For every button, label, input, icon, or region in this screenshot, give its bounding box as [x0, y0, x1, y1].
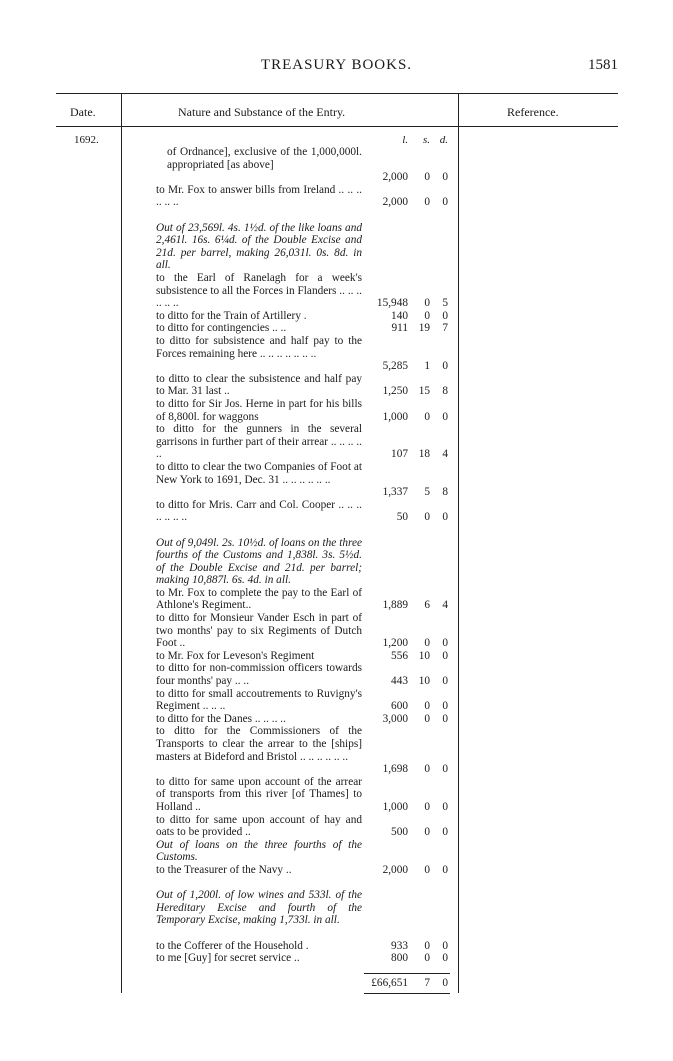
- entry-row: [0, 373, 673, 398]
- shillings-value: 6: [424, 599, 430, 612]
- entry-text: to Mr. Fox to complete the pay to the Earl of Athlone's Regiment..: [156, 586, 362, 612]
- entry-year: 1692.: [74, 134, 99, 146]
- pence-value: 0: [442, 171, 448, 184]
- total-row: [0, 977, 673, 990]
- entry-text: to ditto to clear the subsistence and half pay to Mar. 31 last ..: [156, 372, 362, 398]
- total-top-rule: [364, 973, 450, 974]
- shillings-value: 0: [424, 864, 430, 876]
- entry-text: to ditto for the Danes .. .. .. ..: [156, 712, 286, 725]
- shillings-value: 1: [424, 360, 430, 373]
- pounds-value: 15,948: [376, 297, 408, 310]
- entry-row: [0, 612, 673, 650]
- shillings-value: 0: [424, 826, 430, 839]
- entry-row: [0, 587, 673, 612]
- pounds-value: £66,651: [371, 977, 408, 990]
- fund-heading-row: [0, 537, 673, 587]
- entry-row: [0, 272, 673, 310]
- entry-text: to ditto for Monsieur Vander Esch in part of two months' pay to six Regiments of Dutch Foot ..: [156, 612, 362, 650]
- entry-row: [0, 952, 673, 965]
- entry-row: [0, 864, 673, 877]
- entry-list: [0, 146, 673, 990]
- pounds-value: 443: [391, 675, 408, 688]
- date-column-header: Date.: [70, 105, 96, 119]
- table-header-rule: [56, 126, 618, 127]
- shillings-value: 19: [418, 322, 430, 335]
- running-title: TREASURY BOOKS.: [260, 57, 413, 73]
- entry-text: to ditto to clear the two Companies of Foot at New York to 1691, Dec. 31 .. .. .. .. .. ..: [156, 460, 362, 486]
- entry-text: to the Treasurer of the Navy ..: [156, 864, 292, 876]
- total-bottom-rule: [364, 993, 450, 994]
- pounds-value: 1,337: [382, 486, 408, 499]
- pence-value: 0: [442, 801, 448, 814]
- fund-heading-text: Out of loans on the three fourths of the Customs.: [156, 838, 362, 864]
- entry-row: [0, 814, 673, 839]
- shillings-value: 15: [418, 385, 430, 398]
- pounds-value: 2,000: [382, 171, 408, 184]
- entry-row: [0, 398, 673, 423]
- entry-row: [0, 965, 673, 978]
- pence-value: 0: [442, 712, 448, 725]
- shillings-value: 0: [424, 939, 430, 952]
- shillings-value: 7: [424, 977, 430, 990]
- entry-row: [0, 940, 673, 953]
- pounds-value: 1,200: [382, 637, 408, 650]
- entry-text: to ditto for the Commissioners of the Transports to clear the arrear to the [ships] masters at Bideford and Bristol .. .. .. .. .. ..: [156, 725, 362, 763]
- pence-value: 0: [442, 763, 448, 776]
- fund-heading-text: Out of 1,200l. of low wines and 533l. of the Hereditary Excise and fourth of the Temporary Excise, making 1,733l. in all.: [156, 889, 362, 927]
- shillings-value: 0: [424, 952, 430, 965]
- entry-row: [0, 524, 673, 537]
- entry-text: to ditto for small accoutrements to Ruvigny's Regiment .. .. ..: [156, 687, 362, 713]
- pence-value: 0: [442, 309, 448, 322]
- shillings-value: 0: [424, 700, 430, 713]
- pence-header: d.: [439, 134, 448, 146]
- entry-text: to ditto for the Train of Artillery .: [156, 309, 307, 322]
- entry-row: [0, 335, 673, 373]
- entry-text: to the Earl of Ranelagh for a week's subsistence to all the Forces in Flanders .. .. .. .. .. ..: [156, 271, 362, 310]
- pounds-value: 5,285: [382, 360, 408, 373]
- entry-row: [0, 499, 673, 524]
- entry-row: [0, 662, 673, 687]
- shillings-value: 10: [418, 649, 430, 662]
- fund-heading-text: Out of 9,049l. 2s. 10½d. of loans on the three fourths of the Customs and 1,838l. 3s. 5½d. of the Double Excise and 21d. per barrel; making 10,887l. 6s. 4d. in all.: [156, 536, 362, 587]
- entry-row: [0, 209, 673, 222]
- entry-row: [0, 423, 673, 461]
- shillings-value: 0: [424, 637, 430, 650]
- pounds-value: 140: [391, 309, 408, 322]
- pounds-value: 1,698: [382, 763, 408, 776]
- entry-text: to ditto for the gunners in the several garrisons in further part of their arrear .. .. .. .. ..: [156, 423, 362, 461]
- entry-text: to ditto for subsistence and half pay to the Forces remaining here .. .. .. .. .. .. ..: [156, 334, 362, 360]
- entry-text: of Ordnance], exclusive of the 1,000,000l. appropriated [as above]: [167, 146, 362, 171]
- pence-value: 4: [442, 448, 448, 461]
- pounds-value: 107: [391, 448, 408, 461]
- shillings-value: 0: [424, 712, 430, 725]
- entry-row: [0, 688, 673, 713]
- pounds-value: 3,000: [382, 712, 408, 725]
- page-number: 1581: [588, 57, 618, 73]
- pounds-value: 2,000: [382, 196, 408, 209]
- entry-text: to me [Guy] for secret service ..: [156, 952, 300, 965]
- pence-value: 0: [442, 675, 448, 688]
- shillings-value: 0: [424, 801, 430, 814]
- entry-row: [0, 310, 673, 323]
- shillings-value: 10: [418, 675, 430, 688]
- pounds-value: 800: [391, 952, 408, 965]
- pounds-value: 50: [396, 511, 408, 524]
- shillings-value: 0: [424, 309, 430, 322]
- pence-value: 0: [442, 826, 448, 839]
- pence-value: 0: [442, 410, 448, 423]
- pounds-value: 933: [391, 939, 408, 952]
- pounds-value: 600: [391, 700, 408, 713]
- pence-value: 0: [442, 952, 448, 965]
- pence-value: 0: [442, 700, 448, 713]
- entry-row: [0, 146, 673, 184]
- entry-text: to ditto for non-commission officers towards four months' pay .. ..: [156, 662, 362, 688]
- shillings-value: 0: [424, 196, 430, 209]
- pence-value: 0: [442, 637, 448, 650]
- pence-value: 8: [442, 486, 448, 499]
- pounds-value: 500: [391, 826, 408, 839]
- pence-value: 7: [442, 322, 448, 335]
- fund-heading-row: [0, 889, 673, 939]
- pounds-value: 911: [391, 322, 408, 335]
- entry-text: to ditto for contingencies .. ..: [156, 322, 287, 335]
- entry-text: to ditto for same upon account of hay and oats to be provided ..: [156, 813, 362, 839]
- pounds-value: 1,889: [382, 599, 408, 612]
- entry-row: [0, 725, 673, 775]
- entry-row: [0, 322, 673, 335]
- pence-value: 0: [442, 360, 448, 373]
- shillings-value: 0: [424, 171, 430, 184]
- pence-value: 8: [442, 385, 448, 398]
- entry-row: [0, 650, 673, 663]
- entry-text: to ditto for same upon account of the arrear of transports from this river [of Thames] to Holland ..: [156, 775, 362, 814]
- shillings-value: 0: [424, 763, 430, 776]
- nature-column-header: Nature and Substance of the Entry.: [178, 105, 346, 119]
- entry-row: [0, 713, 673, 726]
- pounds-value: 1,250: [382, 385, 408, 398]
- pence-value: 0: [442, 649, 448, 662]
- pence-value: 0: [442, 196, 448, 209]
- entry-text: to Mr. Fox for Leveson's Regiment: [156, 649, 315, 662]
- entry-row: [0, 184, 673, 209]
- table-top-rule: [56, 93, 618, 94]
- entry-row: [0, 776, 673, 814]
- entry-text: to ditto for Mris. Carr and Col. Cooper .. .. .. .. .. .. ..: [156, 498, 362, 524]
- pounds-value: 1,000: [382, 801, 408, 814]
- pence-value: 5: [442, 297, 448, 310]
- entry-text: to Mr. Fox to answer bills from Ireland .. .. .. .. .. ..: [156, 183, 362, 209]
- fund-heading-row: [0, 839, 673, 864]
- pence-value: 4: [442, 599, 448, 612]
- shillings-value: 0: [424, 511, 430, 524]
- entry-row: [0, 877, 673, 890]
- fund-heading-text: Out of 23,569l. 4s. 1½d. of the like loans and 2,461l. 16s. 6¼d. of the Double Excise and 21d. per barrel, making 26,031l. 0s. 8d. in all.: [156, 221, 362, 272]
- pounds-value: 1,000: [382, 410, 408, 423]
- shillings-value: 5: [424, 486, 430, 499]
- fund-heading-row: [0, 222, 673, 272]
- pounds-value: 556: [391, 649, 408, 662]
- entry-text: to ditto for Sir Jos. Herne in part for his bills of 8,800l. for waggons: [156, 397, 362, 423]
- entry-row: [0, 461, 673, 499]
- shillings-value: 18: [418, 448, 430, 461]
- pence-value: 0: [442, 511, 448, 524]
- entry-text: to the Cofferer of the Household .: [156, 939, 309, 952]
- pence-value: 0: [442, 864, 448, 876]
- pence-value: 0: [442, 939, 448, 952]
- shillings-value: 0: [424, 410, 430, 423]
- shillings-header: s.: [422, 134, 430, 146]
- pounds-value: 2,000: [382, 864, 408, 876]
- reference-column-header: Reference.: [507, 105, 559, 119]
- shillings-value: 0: [424, 297, 430, 310]
- pence-value: 0: [442, 977, 448, 990]
- pounds-header: l.: [402, 134, 408, 146]
